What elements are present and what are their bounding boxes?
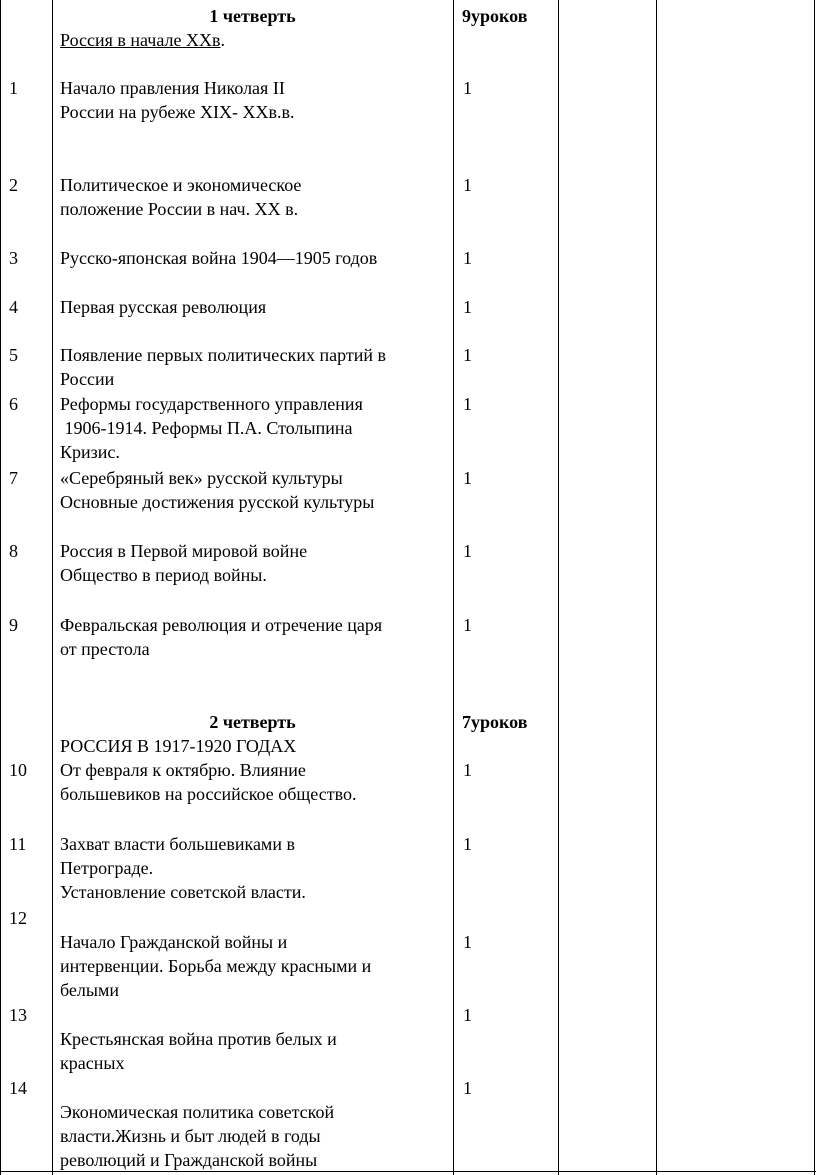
- column-divider: [453, 0, 454, 1175]
- lesson-title-line: Политическое и экономическое: [60, 175, 302, 195]
- lesson-number: 6: [9, 394, 18, 414]
- lesson-title-line: России на рубеже XIX- ХХв.в.: [60, 102, 295, 122]
- lesson-title-line: Захват власти большевиками в: [60, 834, 295, 854]
- lesson-title-line: Экономическая политика советской: [60, 1102, 335, 1122]
- lesson-hours: 1: [463, 175, 472, 195]
- lesson-hours: 1: [463, 468, 472, 488]
- table-border-left: [0, 0, 1, 1175]
- lesson-number: 14: [9, 1078, 27, 1098]
- column-divider: [52, 0, 53, 1175]
- table-border-right: [814, 0, 815, 1175]
- lesson-title-line: Установление советской власти.: [60, 882, 306, 902]
- quarter-2-hours-total: 7уроков: [462, 712, 528, 732]
- quarter-2-heading: 2 четверть: [209, 712, 296, 732]
- lesson-number: 13: [9, 1005, 27, 1025]
- quarter-1-section: [60, 28, 225, 52]
- lesson-number: 7: [9, 468, 18, 488]
- lesson-number: 8: [9, 541, 18, 561]
- lesson-number: 12: [9, 908, 27, 928]
- lesson-hours: 1: [463, 345, 472, 365]
- lesson-title-line: от престола: [60, 639, 150, 659]
- lesson-title-line: 1906-1914. Реформы П.А. Столыпина: [60, 418, 353, 438]
- lesson-hours: 1: [463, 297, 472, 317]
- quarter-1-section-title: Россия в начале ХХв: [60, 30, 221, 50]
- lesson-hours: 1: [463, 394, 472, 414]
- lesson-title-line: красных: [60, 1053, 125, 1073]
- lesson-hours: 1: [463, 1005, 472, 1025]
- lesson-number: 2: [9, 175, 18, 195]
- lesson-hours: 1: [463, 615, 472, 635]
- lesson-title-line: Начало Гражданской войны и: [60, 932, 288, 952]
- lesson-hours: 1: [463, 1078, 472, 1098]
- column-divider: [558, 0, 559, 1175]
- lesson-number: 3: [9, 248, 18, 268]
- lesson-number: 10: [9, 760, 27, 780]
- lesson-title-line: белыми: [60, 980, 120, 1000]
- lesson-title-line: Появление первых политических партий в: [60, 345, 387, 365]
- lesson-number: 11: [9, 834, 27, 854]
- quarter-1-hours-total: 9уроков: [462, 6, 528, 26]
- lesson-title-line: Россия в Первой мировой войне: [60, 541, 308, 561]
- lesson-title-line: «Серебряный век» русской культуры: [60, 468, 343, 488]
- lesson-title-line: Первая русская революция: [60, 297, 267, 317]
- lesson-title-line: Петрограде.: [60, 858, 154, 878]
- lesson-title-line: Начало правления Николая II: [60, 78, 285, 98]
- lesson-hours: 1: [463, 248, 472, 268]
- lesson-hours: 1: [463, 834, 472, 854]
- lesson-number: 9: [9, 615, 18, 635]
- lesson-title-line: Кризис.: [60, 442, 120, 462]
- lesson-number: 5: [9, 345, 18, 365]
- lesson-title-line: революций и Гражданской войны: [60, 1150, 318, 1170]
- lesson-title-line: Февральская революция и отречение царя: [60, 615, 383, 635]
- lesson-title-line: большевиков на российское общество.: [60, 784, 357, 804]
- lesson-title-line: России: [60, 369, 115, 389]
- lesson-title-line: Крестьянская война против белых и: [60, 1029, 337, 1049]
- lesson-title-line: интервенции. Борьба между красными и: [60, 956, 372, 976]
- lesson-title-line: Основные достижения русской культуры: [60, 492, 375, 512]
- lesson-title-line: положение России в нач. ХХ в.: [60, 199, 299, 219]
- column-divider: [656, 0, 657, 1175]
- lesson-hours: 1: [463, 541, 472, 561]
- lesson-title-line: Общество в период войны.: [60, 565, 267, 585]
- lesson-title-line: От февраля к октябрю. Влияние: [60, 760, 306, 780]
- quarter-1-section-suffix: .: [220, 30, 225, 50]
- lesson-number: 1: [9, 78, 18, 98]
- quarter-2-section: РОССИЯ В 1917-1920 ГОДАХ: [60, 736, 297, 756]
- lesson-title-line: власти.Жизнь и быт людей в годы: [60, 1126, 321, 1146]
- quarter-1-heading: 1 четверть: [209, 6, 296, 26]
- lesson-hours: 1: [463, 78, 472, 98]
- lesson-hours: 1: [463, 932, 472, 952]
- lesson-hours: 1: [463, 760, 472, 780]
- lesson-title-line: Реформы государственного управления: [60, 394, 363, 414]
- lesson-number: 4: [9, 297, 18, 317]
- lesson-title-line: Русско-японская война 1904—1905 годов: [60, 248, 378, 268]
